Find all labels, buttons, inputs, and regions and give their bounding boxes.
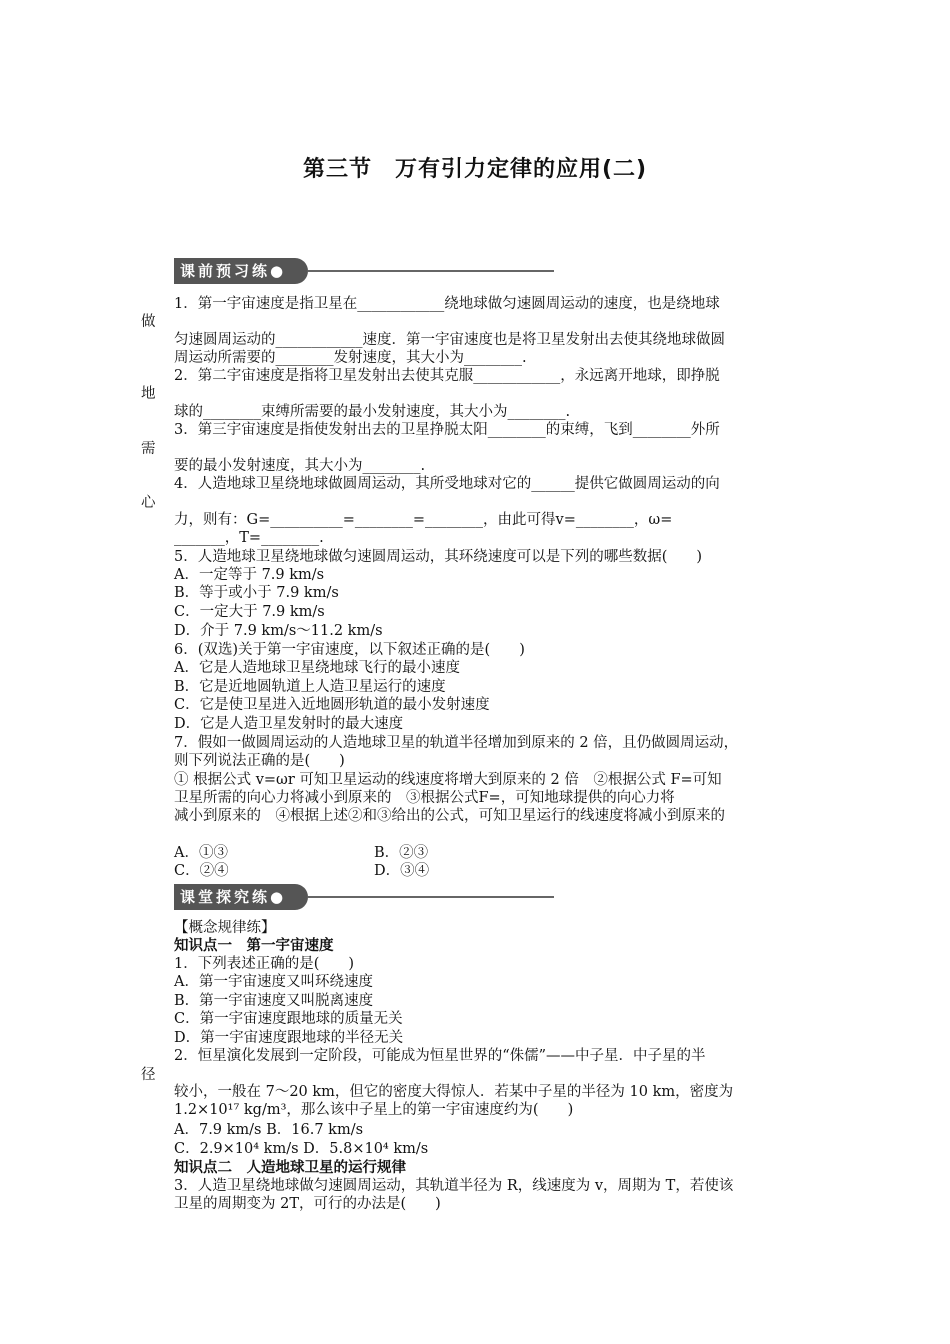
text-line: 3．第三宇宙速度是指使发射出去的卫星挣脱太阳________的束缚，飞到________外所	[174, 422, 720, 438]
knowledge-point-heading: 知识点二 人造地球卫星的运行规律	[174, 1160, 406, 1176]
margin-char: 做	[141, 314, 156, 330]
section-label: 课前预习练●	[174, 258, 308, 284]
subsection-heading: 【概念规律练】	[174, 920, 276, 936]
question-7: 7．假如一做圆周运动的人造地球卫星的轨道半径增加到原来的 2 倍，且仍做圆周运动，	[174, 735, 739, 751]
text-line: 周运动所需要的________发射速度，其大小为________.	[174, 350, 527, 366]
margin-char: 需	[141, 441, 156, 457]
text-line: 较小，一般在 7～20 km，但它的密度大得惊人．若某中子星的半径为 10 km，密度为	[174, 1084, 734, 1100]
section-header-preview	[174, 258, 554, 286]
text-line: 4．人造地球卫星绕地球做圆周运动，其所受地球对它的______提供它做圆周运动的向	[174, 476, 720, 492]
text-line: ① 根据公式 v=ωr 可知卫星运动的线速度将增大到原来的 2 倍 ②根据公式 F=可知	[174, 772, 722, 788]
option-a: A．它是人造地球卫星绕地球飞行的最小速度	[174, 660, 460, 676]
text-line: 匀速圆周运动的____________速度．第一宇宙速度也是将卫星发射出去使其绕地球做圆	[174, 332, 725, 348]
text-line: 1．第一宇宙速度是指卫星在____________绕地球做匀速圆周运动的速度，也是绕地球	[174, 296, 720, 312]
option-a: A．一定等于 7.9 km/s	[174, 567, 325, 583]
section-divider	[308, 270, 554, 272]
options-ab: A．7.9 km/s B．16.7 km/s	[174, 1122, 364, 1138]
option-b: B．②③	[374, 845, 429, 861]
section-header-class	[174, 884, 554, 912]
option-c: C．②④	[174, 863, 229, 879]
option-c: C．一定大于 7.9 km/s	[174, 604, 325, 620]
option-a: A．第一宇宙速度又叫环绕速度	[174, 974, 373, 990]
text-line: 球的________束缚所需要的最小发射速度，其大小为________.	[174, 404, 571, 420]
text-line: 力，则有：G=__________=________=________，由此可得v=________，ω=	[174, 512, 673, 528]
section-divider	[308, 896, 554, 898]
text-line: 则下列说法正确的是( )	[174, 753, 345, 769]
margin-char: 地	[141, 386, 156, 402]
text-line: 减小到原来的 ④根据上述②和③给出的公式，可知卫星运行的线速度将减小到原来的	[174, 808, 725, 824]
options-cd: C．2.9×10⁴ km/s D．5.8×10⁴ km/s	[174, 1141, 429, 1157]
option-c: C．它是使卫星进入近地圆形轨道的最小发射速度	[174, 697, 490, 713]
option-d: D．它是人造卫星发射时的最大速度	[174, 716, 404, 732]
text-line: 要的最小发射速度，其大小为________.	[174, 458, 426, 474]
text-line: _______，T=________.	[174, 530, 324, 546]
text-line: 2．第二宇宙速度是指将卫星发射出去使其克服____________，永远离开地球，即挣脱	[174, 368, 720, 384]
option-c: C．第一宇宙速度跟地球的质量无关	[174, 1011, 403, 1027]
knowledge-point-heading: 知识点一 第一宇宙速度	[174, 938, 334, 954]
question-2: 2．恒星演化发展到一定阶段，可能成为恒星世界的“侏儒”——中子星．中子星的半	[174, 1048, 706, 1064]
question-1: 1．下列表述正确的是( )	[174, 956, 355, 972]
option-a: A．①③	[174, 845, 228, 861]
option-d: D．第一宇宙速度跟地球的半径无关	[174, 1030, 404, 1046]
question-6: 6．(双选)关于第一宇宙速度，以下叙述正确的是( )	[174, 642, 525, 658]
margin-char: 径	[141, 1067, 156, 1083]
option-d: D．③④	[374, 863, 430, 879]
page-title: 第三节 万有引力定律的应用(二)	[302, 157, 648, 182]
margin-char: 心	[141, 495, 156, 511]
option-d: D．介于 7.9 km/s～11.2 km/s	[174, 623, 383, 639]
option-b: B．等于或小于 7.9 km/s	[174, 585, 339, 601]
text-line: 1.2×10¹⁷ kg/m³，那么该中子星上的第一宇宙速度约为( )	[174, 1102, 574, 1118]
text-line: 卫星所需的向心力将减小到原来的 ③根据公式F=，可知地球提供的向心力将	[174, 790, 675, 806]
question-5: 5．人造地球卫星绕地球做匀速圆周运动，其环绕速度可以是下列的哪些数据( )	[174, 549, 703, 565]
section-label: 课堂探究练●	[174, 884, 308, 910]
option-b: B．它是近地圆轨道上人造卫星运行的速度	[174, 679, 446, 695]
text-line: 卫星的周期变为 2T，可行的办法是( )	[174, 1196, 441, 1212]
option-b: B．第一宇宙速度又叫脱离速度	[174, 993, 374, 1009]
question-3: 3．人造卫星绕地球做匀速圆周运动，其轨道半径为 R，线速度为 v，周期为 T，若使该	[174, 1178, 734, 1194]
